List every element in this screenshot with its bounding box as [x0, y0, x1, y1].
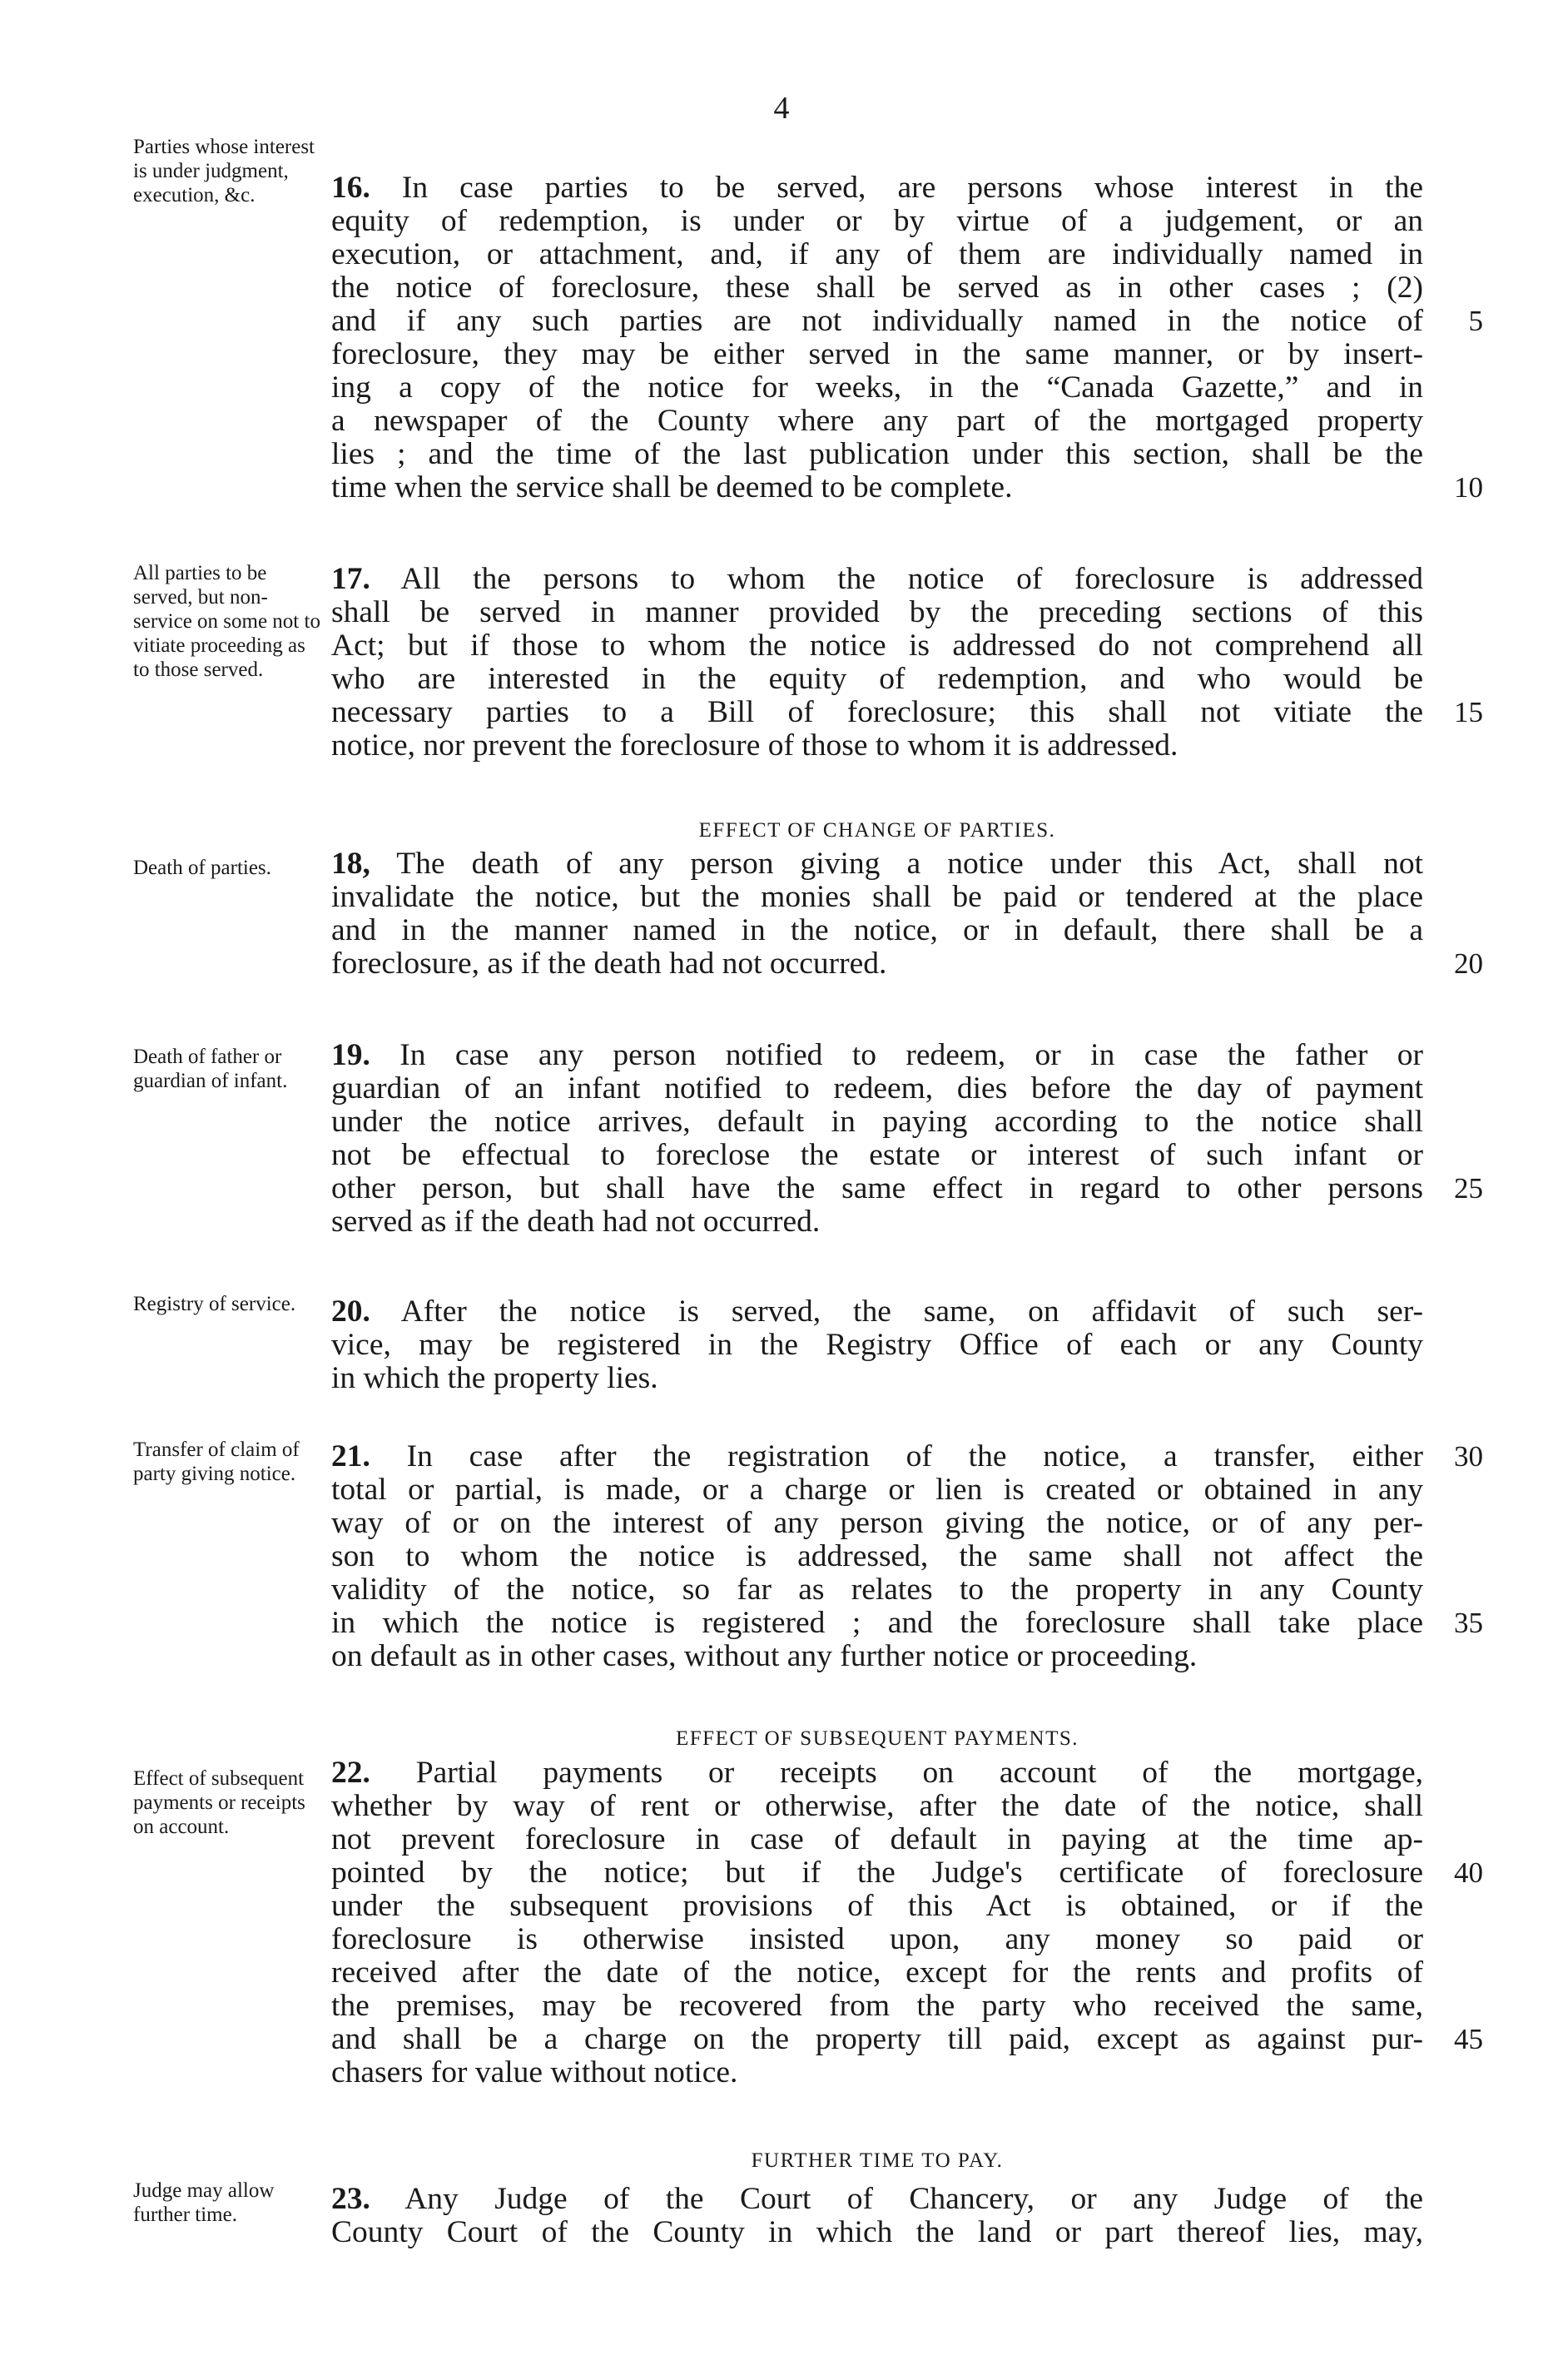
section-number-18: 18, — [331, 847, 370, 881]
line-number-10: 10 — [1454, 471, 1483, 504]
section-17-line-5: necessary parties to a Bill of foreclosure; this shall not vitiate the — [331, 695, 1423, 729]
section-22-line-6: foreclosure is otherwise insisted upon, any money so paid or — [331, 1922, 1423, 1956]
heading-effect-of-subsequent-payments: EFFECT OF SUBSEQUENT PAYMENTS. — [675, 1727, 1079, 1750]
section-19-line-3: under the notice arrives, default in paying according to the notice shall — [331, 1105, 1423, 1139]
section-21-line-4: son to whom the notice is addressed, the same shall not affect the — [331, 1539, 1423, 1573]
line-number-20: 20 — [1454, 947, 1483, 980]
section-19-line-6: served as if the death had not occurred. — [331, 1205, 821, 1239]
section-number-23: 23. — [331, 2182, 370, 2216]
section-22-line-3: not prevent foreclosure in case of default in paying at the time ap- — [331, 1822, 1423, 1856]
margin-note-21: Transfer of claim of party giving notice. — [133, 1438, 300, 1485]
section-17-line-1: 17. All the persons to whom the notice of foreclosure is addressed — [331, 562, 1423, 596]
section-17-line-4: who are interested in the equity of redemption, and who would be — [331, 662, 1423, 696]
section-18-line-4: foreclosure, as if the death had not occurred. — [331, 947, 887, 981]
section-21-line-5: validity of the notice, so far as relates to the property in any County — [331, 1573, 1423, 1607]
section-17-line-6: notice, nor prevent the foreclosure of those to whom it is addressed. — [331, 728, 1178, 763]
section-16-line-6: foreclosure, they may be either served in the same manner, or by insert- — [331, 337, 1423, 371]
margin-note-22: Effect of subsequent payments or receipts on account. — [133, 1767, 305, 1838]
section-18-line-2: invalidate the notice, but the monies shall be paid or tendered at the place — [331, 880, 1423, 914]
line-number-25: 25 — [1454, 1172, 1483, 1205]
heading-further-time-to-pay: FURTHER TIME TO PAY. — [751, 2149, 1004, 2172]
section-19-line-4: not be effectual to foreclose the estate or interest of such infant or — [331, 1138, 1423, 1172]
section-19-line-2: guardian of an infant notified to redeem, dies before the day of payment — [331, 1071, 1423, 1106]
section-16-line-9: lies ; and the time of the last publication under this section, shall be the — [331, 437, 1423, 471]
section-18-line-1: 18, The death of any person giving a notice under this Act, shall not — [331, 847, 1423, 881]
heading-effect-of-change-of-parties: EFFECT OF CHANGE OF PARTIES. — [698, 819, 1056, 842]
margin-note-16: Parties whose interest is under judgment, execution, &c. — [133, 136, 315, 206]
section-number-17: 17. — [331, 562, 370, 596]
section-20-line-2: vice, may be registered in the Registry Office of each or any County — [331, 1328, 1423, 1362]
section-21-line-6: in which the notice is registered ; and the foreclosure shall take place — [331, 1606, 1423, 1640]
section-19-line-1: 19. In case any person notified to redeem, or in case the father or — [331, 1038, 1423, 1072]
line-number-30: 30 — [1454, 1440, 1483, 1473]
margin-note-23: Judge may allow further time. — [133, 2179, 275, 2226]
section-17-line-3: Act; but if those to whom the notice is addressed do not comprehend all — [331, 629, 1423, 663]
margin-note-20: Registry of service. — [133, 1293, 296, 1315]
section-22-line-4: pointed by the notice; but if the Judge's certificate of foreclosure — [331, 1856, 1423, 1890]
margin-note-17: All parties to be served, but non-service on some not to vitiate proceeding as to those served. — [133, 562, 320, 681]
line-number-5: 5 — [1468, 305, 1483, 337]
section-number-16: 16. — [331, 171, 370, 205]
section-16-line-1: 16. In case parties to be served, are persons whose interest in the — [331, 171, 1423, 205]
section-number-21: 21. — [331, 1439, 370, 1473]
section-22-line-5: under the subsequent provisions of this Act is obtained, or if the — [331, 1889, 1423, 1923]
section-19-line-5: other person, but shall have the same effect in regard to other persons — [331, 1171, 1423, 1205]
section-16-line-7: ing a copy of the notice for weeks, in the “Canada Gazette,” and in — [331, 370, 1423, 405]
section-16-line-5: and if any such parties are not individually named in the notice of — [331, 304, 1423, 338]
section-17-line-2: shall be served in manner provided by the preceding sections of this — [331, 595, 1423, 629]
section-21-line-2: total or partial, is made, or a charge or lien is created or obtained in any — [331, 1473, 1423, 1507]
section-number-22: 22. — [331, 1756, 370, 1790]
section-16-line-8: a newspaper of the County where any part of the mortgaged property — [331, 404, 1423, 438]
line-number-35: 35 — [1454, 1607, 1483, 1639]
margin-note-18: Death of parties. — [133, 857, 271, 879]
section-16-line-2: equity of redemption, is under or by virtue of a judgement, or an — [331, 204, 1423, 238]
section-22-line-2: whether by way of rent or otherwise, after the date of the notice, shall — [331, 1789, 1423, 1823]
section-18-line-3: and in the manner named in the notice, or in default, there shall be a — [331, 913, 1423, 947]
section-22-line-7: received after the date of the notice, except for the rents and profits of — [331, 1955, 1423, 1990]
margin-note-19: Death of father or guardian of infant. — [133, 1046, 288, 1092]
section-22-line-8: the premises, may be recovered from the party who received the same, — [331, 1989, 1423, 2023]
section-22-line-9: and shall be a charge on the property till paid, except as against pur- — [331, 2022, 1423, 2056]
line-number-40: 40 — [1454, 1856, 1483, 1889]
section-22-line-10: chasers for value without notice. — [331, 2055, 738, 2089]
line-number-15: 15 — [1454, 696, 1483, 728]
page-number: 4 — [773, 91, 790, 126]
section-16-line-10: time when the service shall be deemed to be complete. — [331, 470, 1013, 504]
section-20-line-1: 20. After the notice is served, the same, on affidavit of such ser- — [331, 1294, 1423, 1329]
section-number-20: 20. — [331, 1294, 370, 1329]
section-20-line-3: in which the property lies. — [331, 1361, 658, 1395]
section-number-19: 19. — [331, 1038, 370, 1072]
section-21-line-1: 21. In case after the registration of the notice, a transfer, either — [331, 1439, 1423, 1473]
section-21-line-7: on default as in other cases, without any further notice or proceeding. — [331, 1639, 1198, 1673]
section-23-line-1: 23. Any Judge of the Court of Chancery, or any Judge of the — [331, 2182, 1423, 2216]
section-23-line-2: County Court of the County in which the land or part thereof lies, may, — [331, 2215, 1423, 2249]
section-22-line-1: 22. Partial payments or receipts on account of the mortgage, — [331, 1756, 1423, 1790]
line-number-45: 45 — [1454, 2023, 1483, 2055]
section-16-line-4: the notice of foreclosure, these shall be served as in other cases ; (2) — [331, 271, 1423, 305]
section-16-line-3: execution, or attachment, and, if any of them are individually named in — [331, 237, 1423, 271]
section-21-line-3: way of or on the interest of any person giving the notice, or of any per- — [331, 1506, 1423, 1540]
